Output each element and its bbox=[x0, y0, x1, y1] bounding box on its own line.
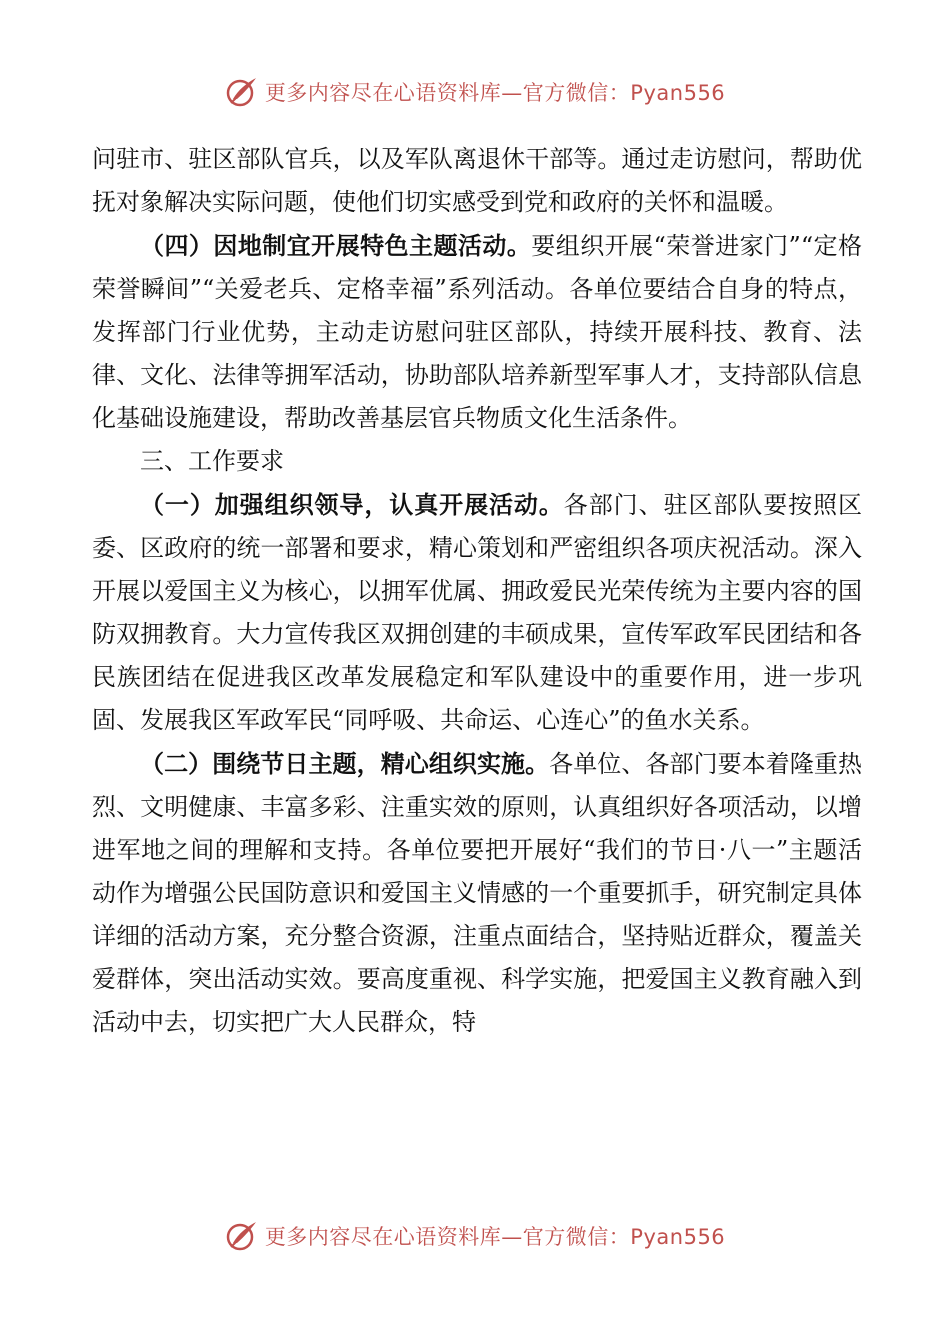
paragraph-text: 各部门、驻区部队要按照区委、区政府的统一部署和要求，精心策划和严密组织各项庆祝活动。深入开展以爱国主义为核心，以拥军优属、拥政爱民光荣传统为主要内容的国防双拥教育。大力宣传我区双拥创建的丰硕成果，宣传军政军民团结和各民族团结在促进我区改革发展稳定和军队建设中的重要作用，进一步巩固、发展我区军政军民“同呼吸、共命运、心连心”的鱼水关系。 bbox=[92, 491, 863, 734]
paragraph-lead: （四）因地制宜开展特色主题活动。 bbox=[140, 231, 532, 260]
paragraph bbox=[92, 742, 862, 1044]
section-heading-text: 三、工作要求 bbox=[140, 447, 284, 475]
footer-banner bbox=[0, 1214, 950, 1258]
paragraph-text: 各单位、各部门要本着隆重热烈、文明健康、丰富多彩、注重实效的原则，认真组织好各项活动，以增进军地之间的理解和支持。各单位要把开展好“我们的节日·八一”主题活动作为增强公民国防意识和爱国主义情感的一个重要抓手，研究制定具体详细的活动方案，充分整合资源，注重点面结合，坚持贴近群众，覆盖关爱群体，突出活动实效。要高度重视、科学实施，把爱国主义教育融入到活动中去，切实把广大人民群众，特 bbox=[92, 750, 862, 1036]
banner-text: 更多内容尽在心语资料库—官方微信：Pyan556 bbox=[264, 1225, 726, 1249]
paragraph bbox=[92, 224, 862, 440]
document-body bbox=[92, 138, 862, 1044]
paragraph bbox=[92, 138, 862, 224]
paragraph-text: 问驻市、驻区部队官兵，以及军队离退休干部等。通过走访慰问，帮助优抚对象解决实际问题，使他们切实感受到党和政府的关怀和温暖。 bbox=[92, 145, 862, 216]
paragraph-lead: （二）围绕节日主题，精心组织实施。 bbox=[140, 749, 550, 778]
quill-logo-icon bbox=[225, 1219, 259, 1253]
paragraph bbox=[92, 483, 862, 742]
banner-text: 更多内容尽在心语资料库—官方微信：Pyan556 bbox=[264, 81, 726, 105]
section-heading bbox=[92, 440, 862, 483]
paragraph-text: 要组织开展“荣誉进家门”“定格荣誉瞬间”“关爱老兵、定格幸福”系列活动。各单位要结合自身的特点，发挥部门行业优势，主动走访慰问驻区部队，持续开展科技、教育、法律、文化、法律等拥军活动，协助部队培养新型军事人才，支持部队信息化基础设施建设，帮助改善基层官兵物质文化生活条件。 bbox=[92, 232, 863, 432]
quill-logo-icon bbox=[225, 75, 259, 109]
paragraph-lead: （一）加强组织领导，认真开展活动。 bbox=[140, 490, 564, 519]
header-banner bbox=[0, 70, 950, 114]
